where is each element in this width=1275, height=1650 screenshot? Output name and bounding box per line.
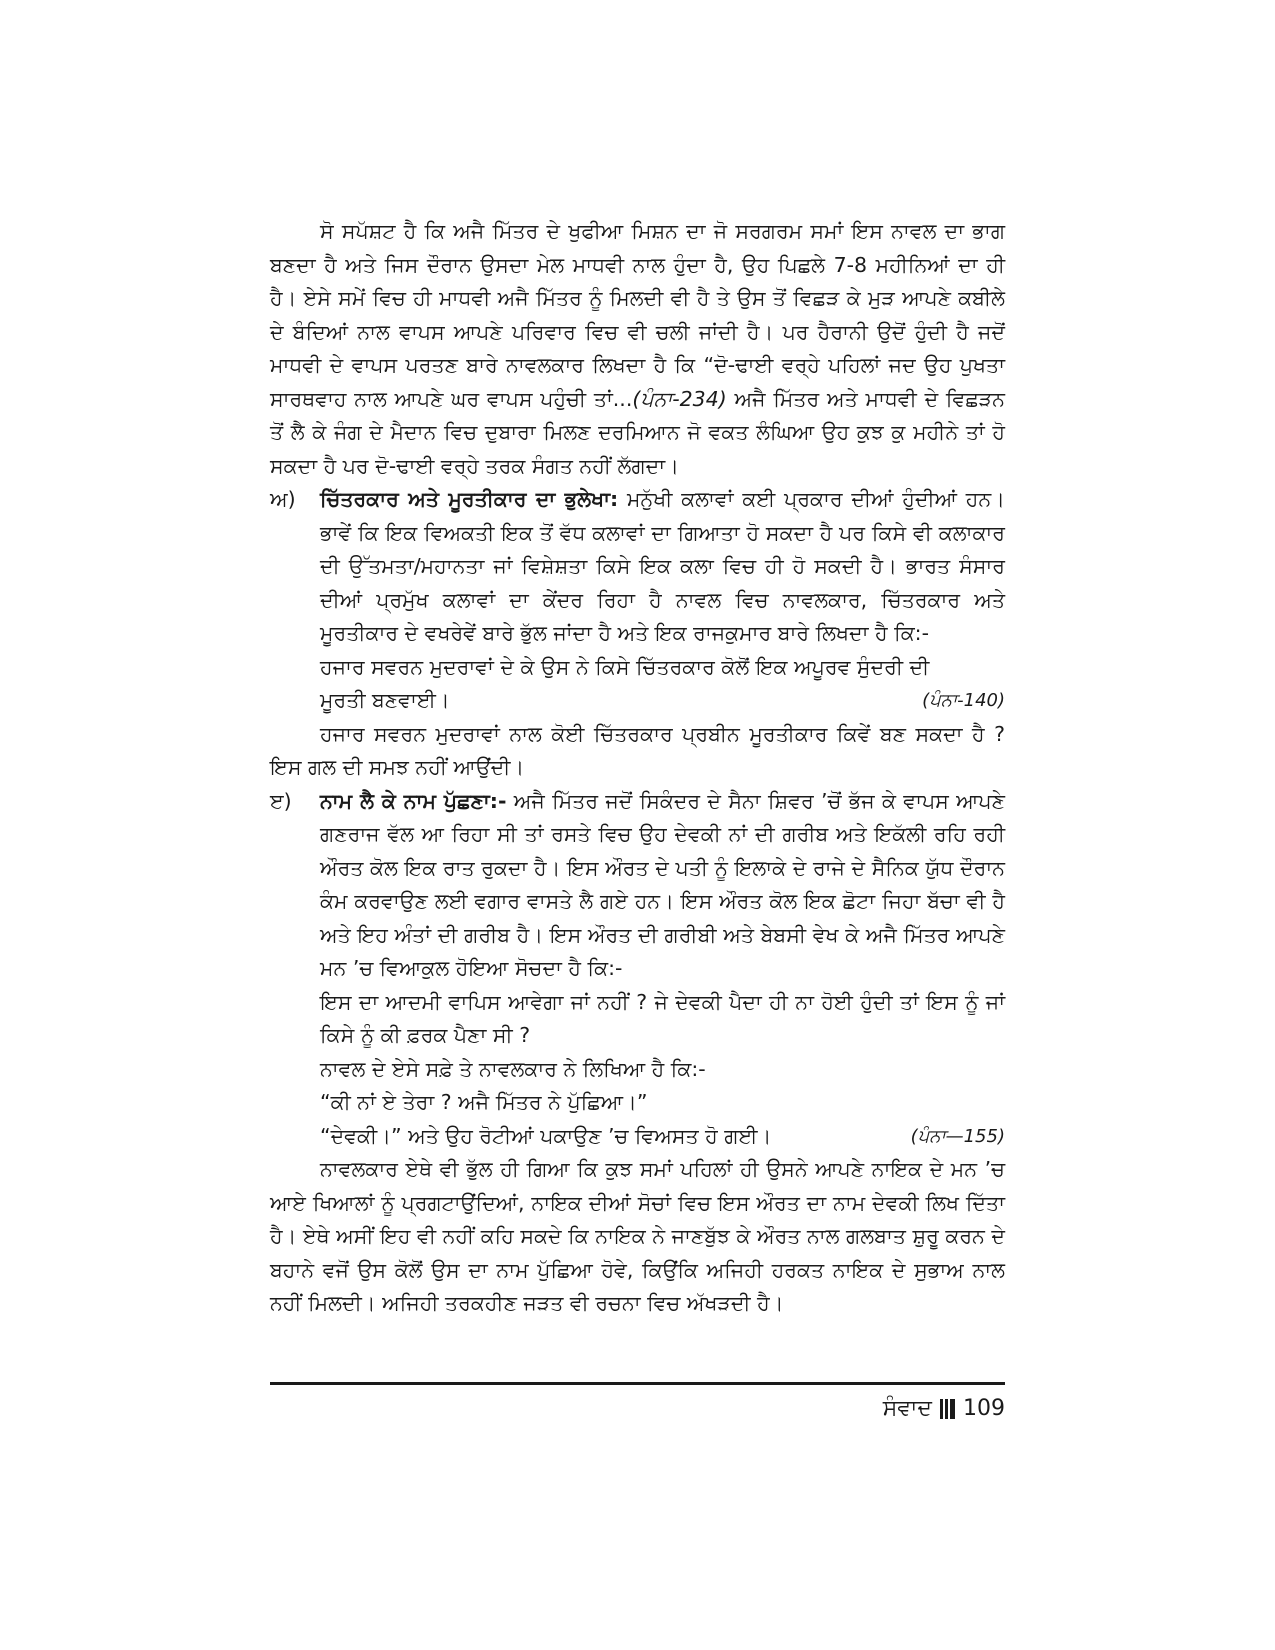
footer-rule	[270, 1382, 1005, 1385]
page-number: 109	[963, 1396, 1005, 1421]
paragraph-1	[270, 215, 1005, 483]
quote-140-line-2-row	[320, 684, 1005, 718]
list-item-a-heading: ਚਿੱਤਰਕਾਰ ਅਤੇ ਮੂਰਤੀਕਾਰ ਦਾ ਭੁਲੇਖਾ:	[320, 487, 619, 511]
quote-155-line-1: ਇਸ ਦਾ ਆਦਮੀ ਵਾਪਿਸ ਆਵੇਗਾ ਜਾਂ ਨਹੀਂ ? ਜੇ ਦੇਵਕੀ ਪੈਦਾ ਹੀ ਨਾ ਹੋਈ ਹੁੰਦੀ ਤਾਂ ਇਸ ਨੂੰ ਜਾਂ ਕਿਸੇ ਨੂੰ ਕੀ ਫ਼ਰਕ ਪੈਣਾ ਸੀ ?	[320, 989, 1005, 1047]
quote-155-line-2: ਨਾਵਲ ਦੇ ਏਸੇ ਸਫ਼ੇ ਤੇ ਨਾਵਲਕਾਰ ਨੇ ਲਿਖਿਆ ਹੈ ਕਿ:-	[320, 1056, 706, 1081]
list-item-a-text: ਮਨੁੱਖੀ ਕਲਾਵਾਂ ਕਈ ਪ੍ਰਕਾਰ ਦੀਆਂ ਹੁੰਦੀਆਂ ਹਨ। ਭਾਵੇਂ ਕਿ ਇਕ ਵਿਅਕਤੀ ਇਕ ਤੋਂ ਵੱਧ ਕਲਾਵਾਂ ਦਾ ਗਿਆਤਾ ਹੋ ਸਕਦਾ ਹੈ ਪਰ ਕਿਸੇ ਵੀ ਕਲਾਕਾਰ ਦੀ ਉੱਤਮਤਾ/ਮਹਾਨਤਾ ਜਾਂ ਵਿਸ਼ੇਸ਼ਤਾ ਕਿਸੇ ਇਕ ਕਲਾ ਵਿਚ ਹੀ ਹੋ ਸਕਦੀ ਹੈ। ਭਾਰਤ ਸੰਸਾਰ ਦੀਆਂ ਪ੍ਰਮੁੱਖ ਕਲਾਵਾਂ ਦਾ ਕੇਂਦਰ ਰਿਹਾ ਹੈ ਨਾਵਲ ਵਿਚ ਨਾਵਲਕਾਰ, ਚਿੱਤਰਕਾਰ ਅਤੇ ਮੂਰਤੀਕਾਰ ਦੇ ਵਖਰੇਵੇਂ ਬਾਰੇ ਭੁੱਲ ਜਾਂਦਾ ਹੈ ਅਤੇ ਇਕ ਰਾਜਕੁਮਾਰ ਬਾਰੇ ਲਿਖਦਾ ਹੈ ਕਿ:-	[320, 487, 1005, 645]
journal-name: ਸੰਵਾਦ	[882, 1396, 932, 1421]
list-item-e-text: ਅਜੈ ਮਿੱਤਰ ਜਦੋਂ ਸਿਕੰਦਰ ਦੇ ਸੈਨਾ ਸ਼ਿਵਰ ’ਚੋਂ ਭੱਜ ਕੇ ਵਾਪਸ ਆਪਣੇ ਗਣਰਾਜ ਵੱਲ ਆ ਰਿਹਾ ਸੀ ਤਾਂ ਰਸਤੇ ਵਿਚ ਉਹ ਦੇਵਕੀ ਨਾਂ ਦੀ ਗਰੀਬ ਅਤੇ ਇਕੱਲੀ ਰਹਿ ਰਹੀ ਔਰਤ ਕੋਲ ਇਕ ਰਾਤ ਰੁਕਦਾ ਹੈ। ਇਸ ਔਰਤ ਦੇ ਪਤੀ ਨੂੰ ਇਲਾਕੇ ਦੇ ਰਾਜੇ ਦੇ ਸੈਨਿਕ ਯੁੱਧ ਦੌਰਾਨ ਕੰਮ ਕਰਵਾਉਣ ਲਈ ਵਗਾਰ ਵਾਸਤੇ ਲੈ ਗਏ ਹਨ। ਇਸ ਔਰਤ ਕੋਲ ਇਕ ਛੋਟਾ ਜਿਹਾ ਬੱਚਾ ਵੀ ਹੈ ਅਤੇ ਇਹ ਅੰਤਾਂ ਦੀ ਗਰੀਬ ਹੈ। ਇਸ ਔਰਤ ਦੀ ਗਰੀਬੀ ਅਤੇ ਬੇਬਸੀ ਵੇਖ ਕੇ ਅਜੈ ਮਿੱਤਰ ਆਪਣੇ ਮਨ ’ਚ ਵਿਆਕੁਲ ਹੋਇਆ ਸੋਚਦਾ ਹੈ ਕਿ:-	[320, 788, 1006, 980]
separator-bars-icon	[940, 1399, 955, 1419]
list-item-e-paragraph	[320, 785, 1005, 986]
quote-155-line-3: “ਕੀ ਨਾਂ ਏ ਤੇਰਾ ? ਅਜੈ ਮਿੱਤਰ ਨੇ ਪੁੱਛਿਆ।”	[320, 1090, 648, 1114]
list-item-a	[270, 483, 1005, 718]
page-body	[270, 215, 1005, 1321]
list-marker-a: ਅ)	[270, 487, 296, 511]
list-item-e-body	[320, 785, 1005, 1154]
paragraph-3: ਨਾਵਲਕਾਰ ਏਥੇ ਵੀ ਭੁੱਲ ਹੀ ਗਿਆ ਕਿ ਕੁਝ ਸਮਾਂ ਪਹਿਲਾਂ ਹੀ ਉਸਨੇ ਆਪਣੇ ਨਾਇਕ ਦੇ ਮਨ ’ਚ ਆਏ ਖਿਆਲਾਂ ਨੂੰ ਪ੍ਰਗਟਾਉਂਦਿਆਂ, ਨਾਇਕ ਦੀਆਂ ਸੋਚਾਂ ਵਿਚ ਇਸ ਔਰਤ ਦਾ ਨਾਮ ਦੇਵਕੀ ਲਿਖ ਦਿੱਤਾ ਹੈ। ਏਥੇ ਅਸੀਂ ਇਹ ਵੀ ਨਹੀਂ ਕਹਿ ਸਕਦੇ ਕਿ ਨਾਇਕ ਨੇ ਜਾਣਬੁੱਝ ਕੇ ਔਰਤ ਨਾਲ ਗਲਬਾਤ ਸ਼ੁਰੂ ਕਰਨ ਦੇ ਬਹਾਨੇ ਵਜੋਂ ਉਸ ਕੋਲੋਂ ਉਸ ਦਾ ਨਾਮ ਪੁੱਛਿਆ ਹੋਵੇ, ਕਿਉਂਕਿ ਅਜਿਹੀ ਹਰਕਤ ਨਾਇਕ ਦੇ ਸੁਭਾਅ ਨਾਲ ਨਹੀਂ ਮਿਲਦੀ। ਅਜਿਹੀ ਤਰਕਹੀਣ ਜੜਤ ਵੀ ਰਚਨਾ ਵਿਚ ਅੱਖੜਦੀ ਹੈ।	[270, 1157, 1005, 1315]
citation-140: (ਪੰਨਾ-140)	[922, 690, 1005, 711]
list-item-a-body	[320, 483, 1005, 718]
paragraph-1-text-b: ਅਜੈ ਮਿੱਤਰ ਅਤੇ ਮਾਧਵੀ ਦੇ ਵਿਛੜਨ ਤੋਂ ਲੈ ਕੇ ਜੰਗ ਦੇ ਮੈਦਾਨ ਵਿਚ ਦੁਬਾਰਾ ਮਿਲਣ ਦਰਮਿਆਨ ਜੋ ਵਕਤ ਲੰਘਿਆ ਉਹ ਕੁਝ ਕੁ ਮਹੀਨੇ ਤਾਂ ਹੋ ਸਕਦਾ ਹੈ ਪਰ ਦੋ-ਢਾਈ ਵਰ੍ਹੇ ਤਰਕ ਸੰਗਤ ਨਹੀਂ ਲੱਗਦਾ।	[270, 386, 1005, 478]
quote-140-line-1: ਹਜਾਰ ਸਵਰਨ ਮੁਦਰਾਵਾਂ ਦੇ ਕੇ ਉਸ ਨੇ ਕਿਸੇ ਚਿੱਤਰਕਾਰ ਕੋਲੋਂ ਇਕ ਅਪੂਰਵ ਸੁੰਦਰੀ ਦੀ	[320, 654, 930, 679]
list-item-e	[270, 785, 1005, 1154]
page-footer	[883, 1394, 1005, 1424]
quote-155-line-4: “ਦੇਵਕੀ।” ਅਤੇ ਉਹ ਰੋਟੀਆਂ ਪਕਾਉਣ ’ਚ ਵਿਅਸਤ ਹੋ ਗਈ।	[320, 1123, 772, 1148]
list-marker-e: ੲ)	[270, 788, 292, 813]
citation-155: (ਪੰਨਾ—155)	[910, 1125, 1005, 1147]
paragraph-2: ਹਜਾਰ ਸਵਰਨ ਮੁਦਰਾਵਾਂ ਨਾਲ ਕੋਈ ਚਿੱਤਰਕਾਰ ਪ੍ਰਬੀਨ ਮੂਰਤੀਕਾਰ ਕਿਵੇਂ ਬਣ ਸਕਦਾ ਹੈ ? ਇਸ ਗਲ ਦੀ ਸਮਝ ਨਹੀਂ ਆਉਂਦੀ।	[270, 721, 1005, 779]
citation-234: (ਪੰਨਾ-234)	[632, 386, 727, 411]
list-item-e-heading: ਨਾਮ ਲੈ ਕੇ ਨਾਮ ਪੁੱਛਣਾ:-	[320, 788, 507, 813]
list-item-a-paragraph	[320, 483, 1005, 651]
quote-155-line-4-row	[320, 1120, 1005, 1154]
paragraph-1-text-a: ਸੋ ਸਪੱਸ਼ਟ ਹੈ ਕਿ ਅਜੈ ਮਿੱਤਰ ਦੇ ਖੁਫੀਆ ਮਿਸ਼ਨ ਦਾ ਜੋ ਸਰਗਰਮ ਸਮਾਂ ਇਸ ਨਾਵਲ ਦਾ ਭਾਗ ਬਣਦਾ ਹੈ ਅਤੇ ਜਿਸ ਦੌਰਾਨ ਉਸਦਾ ਮੇਲ ਮਾਧਵੀ ਨਾਲ ਹੁੰਦਾ ਹੈ, ਉਹ ਪਿਛਲੇ 7-8 ਮਹੀਨਿਆਂ ਦਾ ਹੀ ਹੈ। ਏਸੇ ਸਮੇਂ ਵਿਚ ਹੀ ਮਾਧਵੀ ਅਜੈ ਮਿੱਤਰ ਨੂੰ ਮਿਲਦੀ ਵੀ ਹੈ ਤੇ ਉਸ ਤੋਂ ਵਿਛੜ ਕੇ ਮੁੜ ਆਪਣੇ ਕਬੀਲੇ ਦੇ ਬੰਦਿਆਂ ਨਾਲ ਵਾਪਸ ਆਪਣੇ ਪਰਿਵਾਰ ਵਿਚ ਵੀ ਚਲੀ ਜਾਂਦੀ ਹੈ। ਪਰ ਹੈਰਾਨੀ ਉਦੋਂ ਹੁੰਦੀ ਹੈ ਜਦੋਂ ਮਾਧਵੀ ਦੇ ਵਾਪਸ ਪਰਤਣ ਬਾਰੇ ਨਾਵਲਕਾਰ ਲਿਖਦਾ ਹੈ ਕਿ “ਦੋ-ਢਾਈ ਵਰ੍ਹੇ ਪਹਿਲਾਂ ਜਦ ਉਹ ਪੁਖਤਾ ਸਾਰਥਵਾਹ ਨਾਲ ਆਪਣੇ ਘਰ ਵਾਪਸ ਪਹੁੰਚੀ ਤਾਂ...	[270, 219, 1005, 411]
quote-140-line-2: ਮੂਰਤੀ ਬਣਵਾਈ।	[320, 688, 450, 712]
